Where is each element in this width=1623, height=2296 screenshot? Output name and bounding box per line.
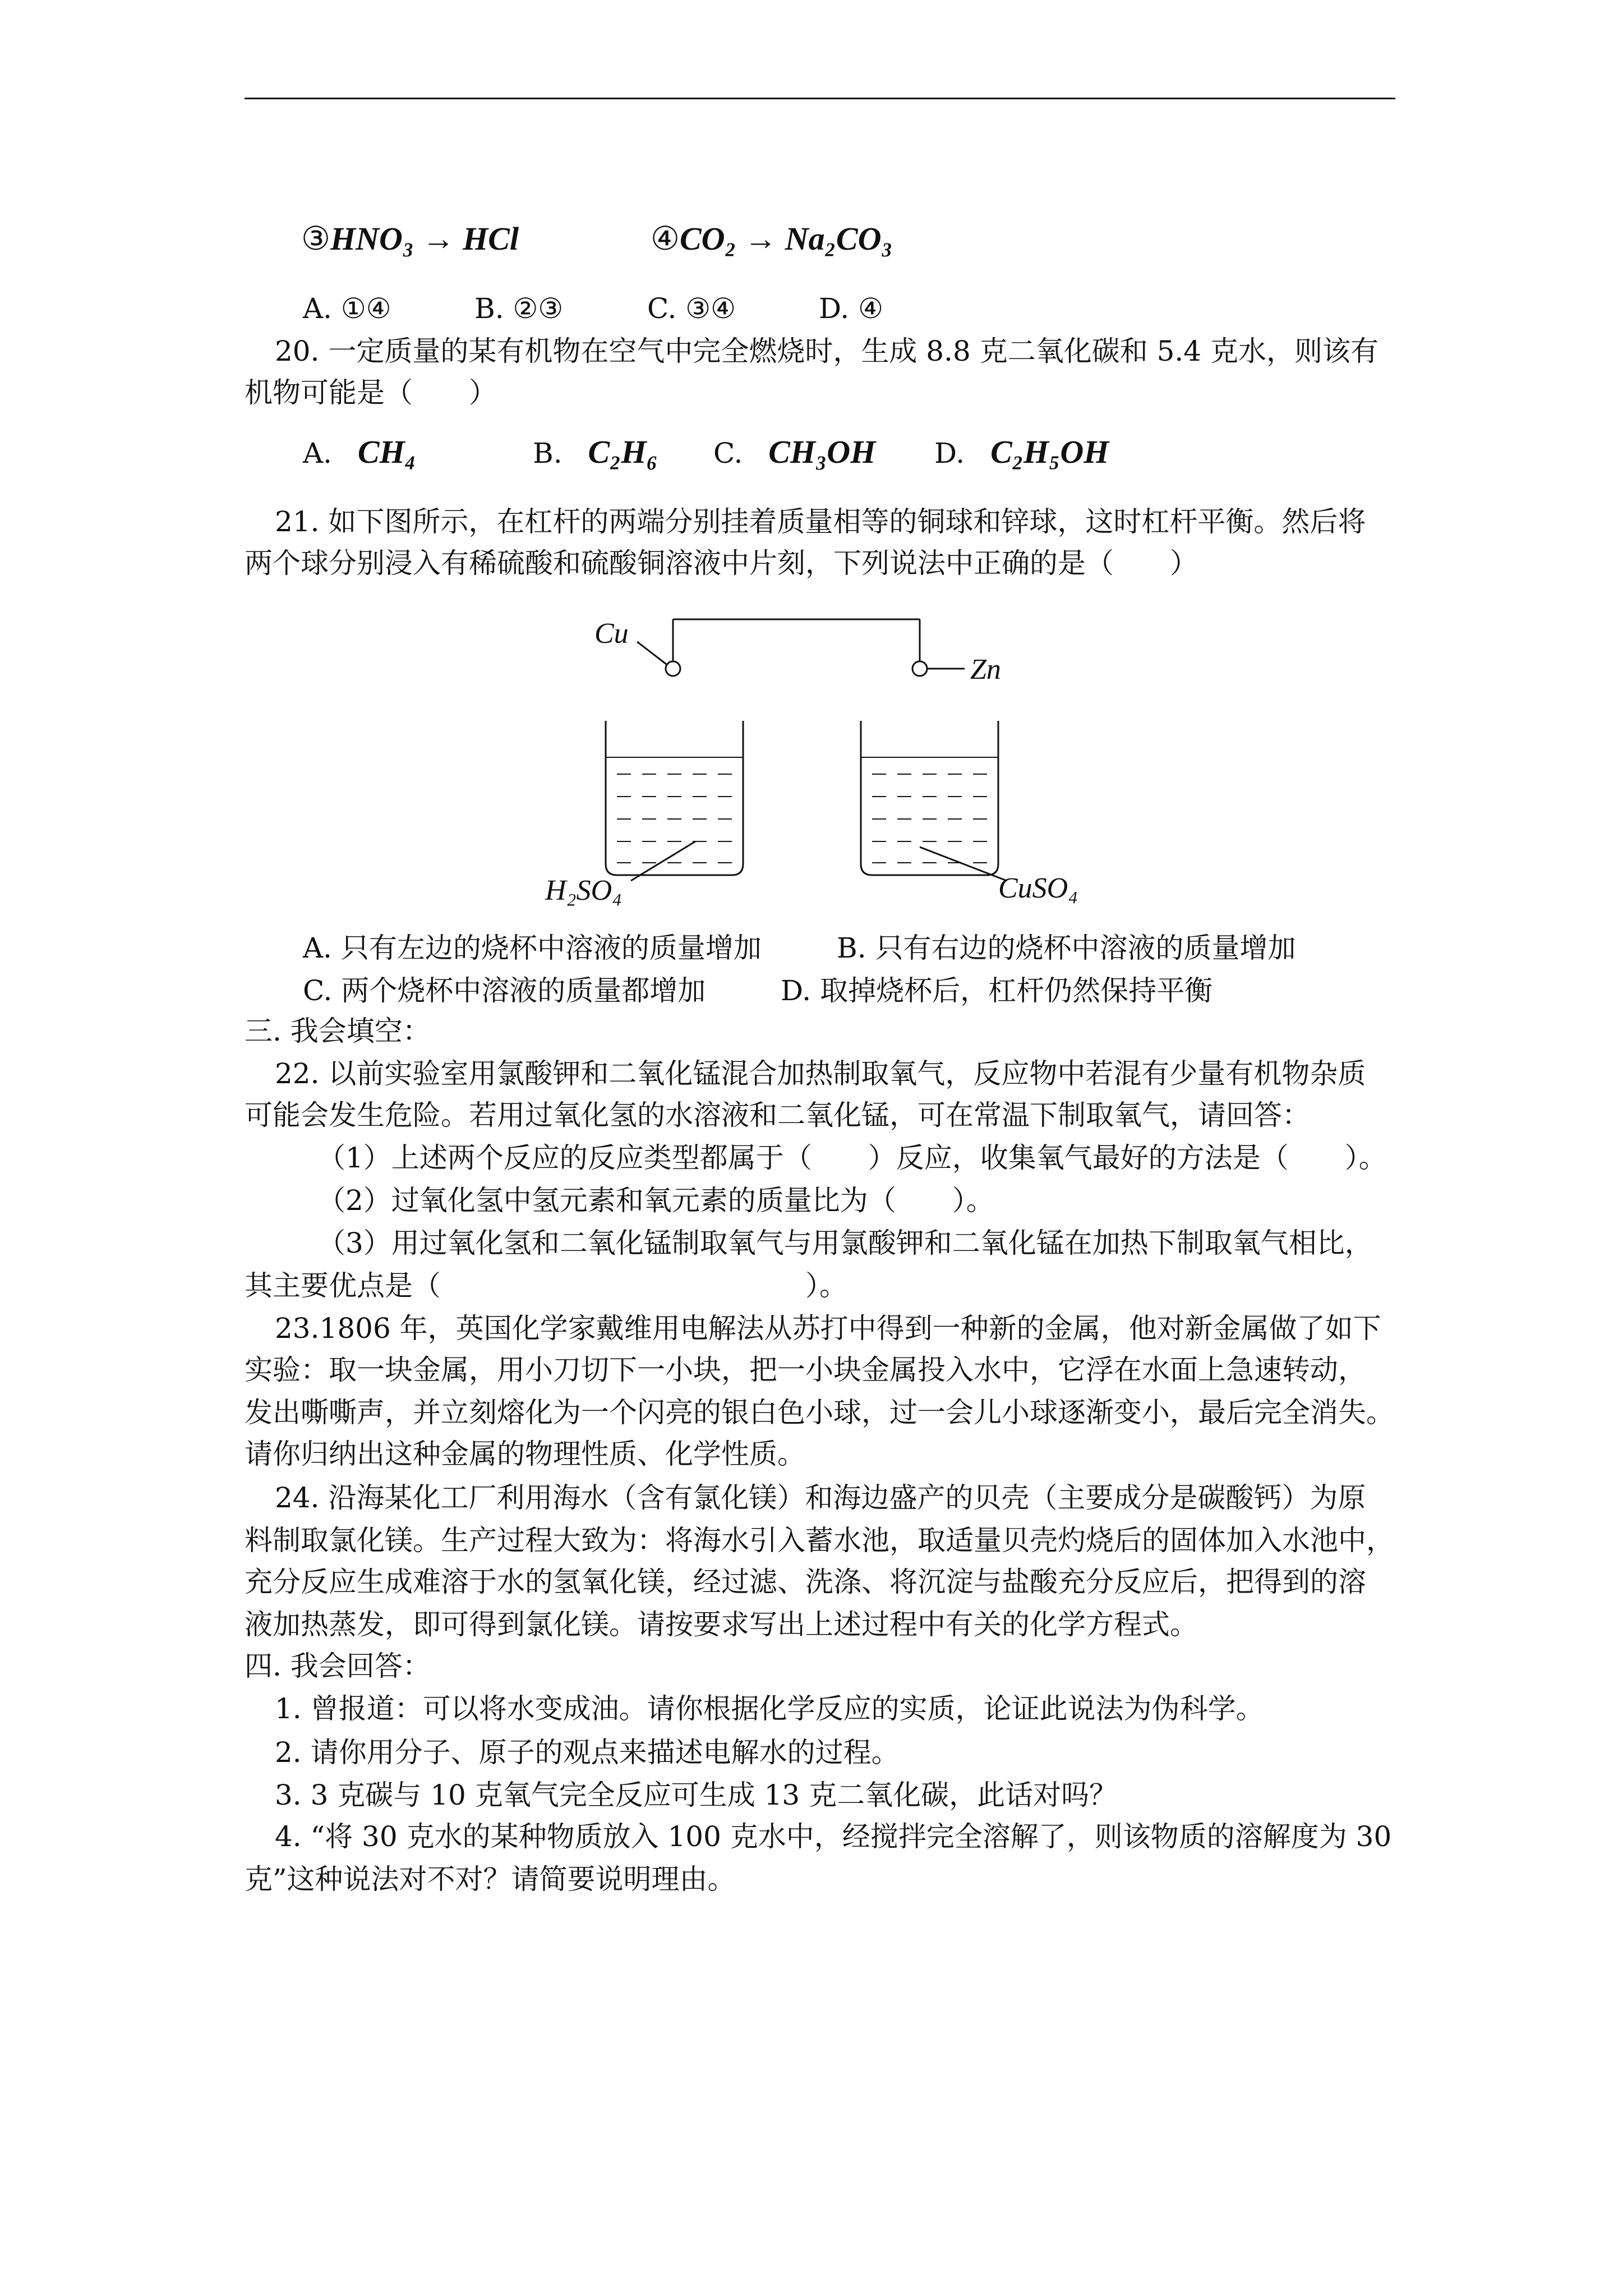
q19-option-a: A. ①④ [303,292,391,325]
s4-q3: 3. 3 克碳与 10 克氧气完全反应可生成 13 克二氧化碳，此话对吗？ [275,1779,1118,1811]
q21-option-a: A. 只有左边的烧杯中溶液的质量增加 [303,932,762,964]
q20-option-d-letter: D. [934,437,965,470]
q19-option-c: C. ③④ [647,292,736,325]
s4-q4-line2: 克”这种说法对不对？请简要说明理由。 [245,1863,736,1895]
copper-ball [666,661,680,676]
q20-option-a [303,435,416,470]
q20-option-a-letter: A. [303,437,333,470]
q23-line2: 实验：取一块金属，用小刀切下一小块，把一小块金属投入水中，它浮在水面上急速转动， [245,1354,1366,1386]
section3-title: 三. 我会填空： [245,1015,431,1047]
q22-sub3-line1: （3）用过氧化氢和二氧化锰制取氧气与用氯酸钾和二氧化锰在加热下制取氧气相比， [317,1227,1373,1259]
q19-item3-formula: HNO₃ → HCl [330,220,519,257]
q20-option-b [533,435,658,470]
q24-line3: 充分反应生成难溶于水的氢氧化镁，经过滤、洗涤、将沉淀与盐酸充分反应后，把得到的溶 [245,1566,1366,1598]
s4-q2: 2. 请你用分子、原子的观点来描述电解水的过程。 [275,1736,900,1769]
header-rule [245,98,1395,99]
q20-option-c [713,435,875,470]
left-beaker [606,721,743,875]
q19-item4 [651,219,893,259]
left-beaker-liquid-dashes [617,774,732,863]
label-zn: Zn [970,654,1001,685]
q22-sub1: （1）上述两个反应的反应类型都属于（ ）反应，收集氧气最好的方法是（ ）。 [317,1142,1387,1174]
q21-line1: 21. 如下图所示，在杠杆的两端分别挂着质量相等的铜球和锌球，这时杠杆平衡。然后将 [275,505,1366,538]
q20-option-c-formula: CH₃OH [768,434,876,470]
label-cuso4: CuSO₄ [998,872,1078,904]
q19-item4-formula: CO₂ → Na₂CO₃ [680,220,893,257]
label-cu-leader [637,642,666,664]
q19-item3-marker: ③ [301,219,330,257]
label-h2so4: H₂SO₄ [545,875,623,907]
q19-item4-marker: ④ [651,219,680,257]
q19-item3 [301,219,519,259]
q23-line4: 请你归纳出这种金属的物理性质、化学性质。 [245,1438,805,1470]
q19-option-d: D. ④ [819,292,883,325]
q23-line1: 23.1806 年，英国化学家戴维用电解法从苏打中得到一种新的金属，他对新金属做了如下 [275,1312,1381,1345]
q24-line2: 料制取氯化镁。生产过程大致为：将海水引入蓄水池，取适量贝壳灼烧后的固体加入水池中， [245,1524,1394,1557]
q21-option-c: C. 两个烧杯中溶液的质量都增加 [303,974,706,1007]
q20-option-b-letter: B. [533,437,562,470]
q20-line1: 20. 一定质量的某有机物在空气中完全燃烧时，生成 8.8 克二氧化碳和 5.4 克水，则该有 [275,335,1379,367]
q22-sub2: （2）过氧化氢中氢元素和氧元素的质量比为（ ）。 [317,1184,994,1217]
q24-line4: 液加热蒸发，即可得到氯化镁。请按要求写出上述过程中有关的化学方程式。 [245,1608,1198,1641]
s4-q4-line1: 4. “将 30 克水的某种物质放入 100 克水中，经搅拌完全溶解了，则该物质的溶解度为 30 [275,1820,1392,1853]
q20-line2: 机物可能是（ ） [245,376,497,409]
q21-option-b: B. 只有右边的烧杯中溶液的质量增加 [837,932,1296,964]
label-cu: Cu [594,618,629,650]
q20-option-a-formula: CH₄ [357,434,416,470]
right-beaker [861,721,998,875]
q22-sub3-line2: 其主要优点是（ ）。 [245,1269,847,1302]
q21-option-d: D. 取掉烧杯后，杠杆仍然保持平衡 [781,974,1213,1007]
q20-option-b-formula: C₂H₆ [588,434,658,470]
q20-option-c-letter: C. [713,437,743,470]
q20-option-d-formula: C₂H₅OH [990,434,1109,470]
q21-line2: 两个球分别浸入有稀硫酸和硫酸铜溶液中片刻，下列说法中正确的是（ ） [245,547,1198,579]
q19-option-b: B. ②③ [474,292,564,325]
section4-title: 四. 我会回答： [245,1650,431,1682]
q23-line3: 发出嘶嘶声，并立刻熔化为一个闪亮的银白色小球，过一会儿小球逐渐变小，最后完全消失。 [245,1396,1394,1429]
q22-line2: 可能会发生危险。若用过氧化氢的水溶液和二氧化锰，可在常温下制取氧气，请回答： [245,1099,1310,1131]
s4-q1: 1. 曾报道：可以将水变成油。请你根据化学反应的实质，论证此说法为伪科学。 [275,1692,1264,1725]
q22-line1: 22. 以前实验室用氯酸钾和二氧化锰混合加热制取氧气，反应物中若混有少量有机物杂质 [275,1057,1366,1090]
lever-beaker-diagram [527,606,1110,909]
q24-line1: 24. 沿海某化工厂利用海水（含有氯化镁）和海边盛产的贝壳（主要成分是碳酸钙）为原 [275,1481,1366,1514]
right-beaker-liquid-dashes [872,774,987,863]
q20-option-d [934,435,1109,470]
zinc-ball [912,661,927,676]
